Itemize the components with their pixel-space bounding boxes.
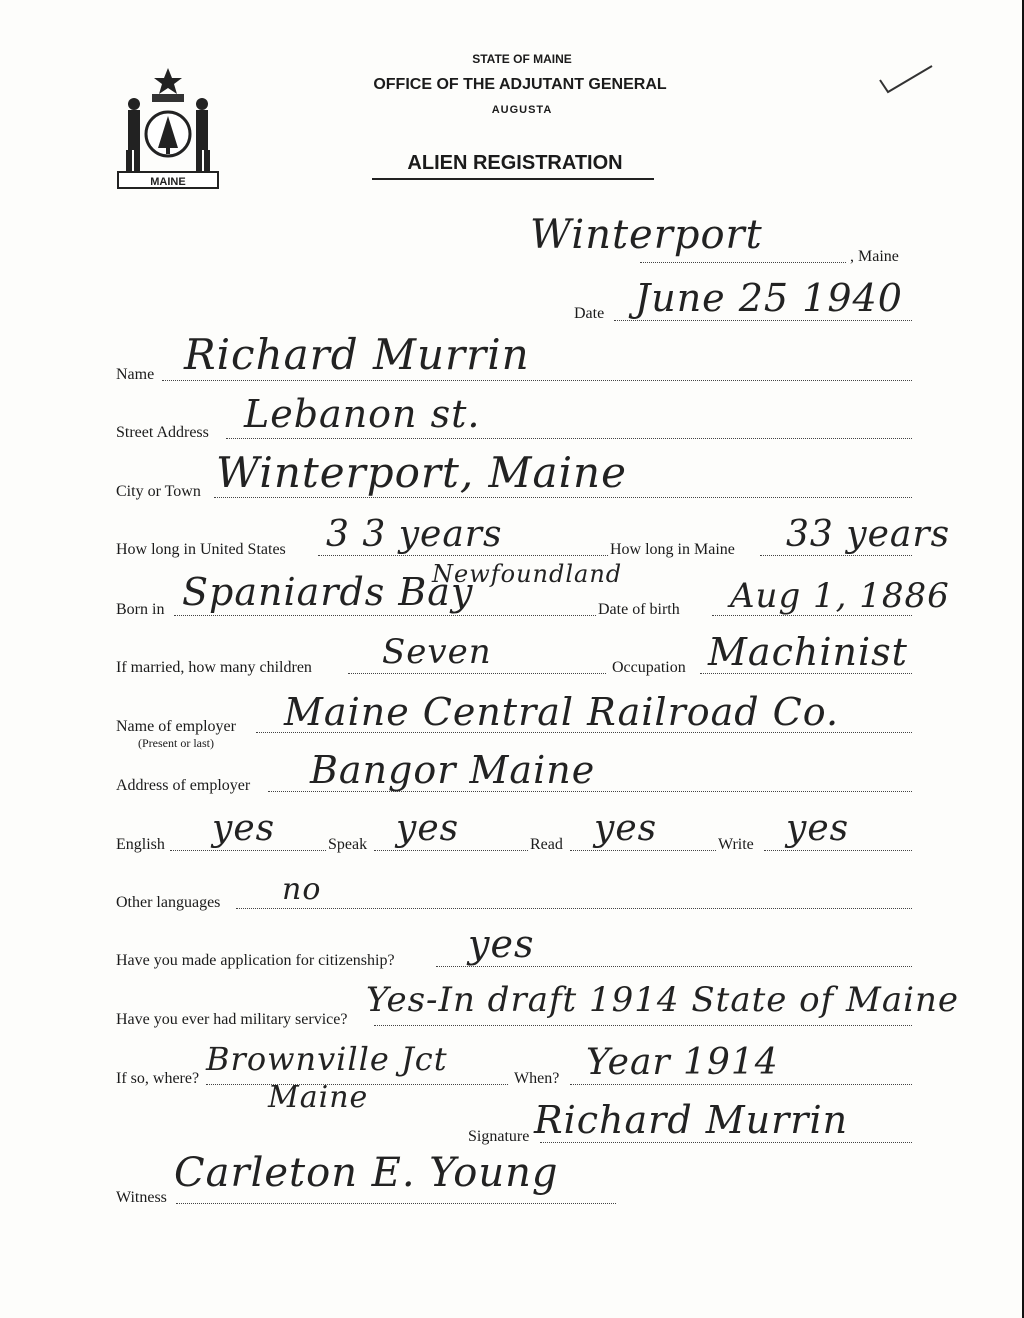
name-line xyxy=(162,380,912,381)
title-underline xyxy=(372,178,654,180)
military-value: Yes-In draft 1914 State of Maine xyxy=(366,980,960,1020)
name-value: Richard Murrin xyxy=(184,330,530,379)
signature-line xyxy=(540,1142,912,1143)
write-value: yes xyxy=(786,808,850,849)
place-suffix: , Maine xyxy=(850,248,899,265)
write-line xyxy=(764,850,912,851)
date-value: June 25 1940 xyxy=(635,276,903,320)
dob-value: Aug 1, 1886 xyxy=(730,576,950,616)
seal-text: MAINE xyxy=(150,176,186,188)
date-line xyxy=(614,320,912,321)
other-languages-value: no xyxy=(282,872,322,907)
employer-address-label: Address of employer xyxy=(116,777,251,794)
born-value: Spaniards Bay xyxy=(182,570,474,614)
check-mark-icon xyxy=(870,60,940,100)
children-line xyxy=(348,673,606,674)
signature-label: Signature xyxy=(468,1128,530,1145)
us-years-value: 3 3 years xyxy=(326,514,503,555)
street-line xyxy=(226,438,912,439)
citizenship-line xyxy=(436,966,912,967)
us-years-label: How long in United States xyxy=(116,541,286,558)
speak-value: yes xyxy=(396,808,460,849)
witness-line xyxy=(176,1203,616,1204)
employer-value: Maine Central Railroad Co. xyxy=(284,690,840,734)
employer-label: Name of employer xyxy=(116,718,236,735)
occupation-label: Occupation xyxy=(612,659,686,676)
office-heading: OFFICE OF THE ADJUTANT GENERAL xyxy=(373,76,667,93)
date-label: Date xyxy=(574,305,605,322)
city-value: Winterport, Maine xyxy=(216,448,627,497)
place-line xyxy=(640,262,846,263)
children-value: Seven xyxy=(382,632,492,672)
street-value: Lebanon st. xyxy=(244,392,481,436)
city-line xyxy=(214,497,912,498)
witness-value: Carleton E. Young xyxy=(174,1150,559,1196)
when-line xyxy=(570,1084,912,1085)
city-label: City or Town xyxy=(116,483,201,500)
citizenship-value: yes xyxy=(468,922,535,966)
other-languages-line xyxy=(236,908,912,909)
read-line xyxy=(570,850,716,851)
military-line xyxy=(374,1025,912,1026)
born-label: Born in xyxy=(116,601,165,618)
employer-address-value: Bangor Maine xyxy=(310,748,596,792)
maine-years-value: 33 years xyxy=(786,514,951,555)
read-value: yes xyxy=(594,808,658,849)
signature-value: Richard Murrin xyxy=(534,1098,849,1142)
read-label: Read xyxy=(530,836,563,853)
speak-line xyxy=(374,850,528,851)
occupation-value: Machinist xyxy=(708,630,908,674)
maine-state-seal-icon xyxy=(112,64,224,194)
military-label: Have you ever had military service? xyxy=(116,1011,348,1028)
born-line xyxy=(174,615,596,616)
name-label: Name xyxy=(116,366,155,383)
maine-years-label: How long in Maine xyxy=(610,541,735,558)
where-value-2: Maine xyxy=(268,1080,369,1115)
citizenship-label: Have you made application for citizenship? xyxy=(116,952,395,969)
born-value-2: Newfoundland xyxy=(432,560,623,588)
when-label: When? xyxy=(514,1070,560,1087)
place-value: Winterport xyxy=(530,212,763,258)
write-label: Write xyxy=(718,836,754,853)
where-value: Brownville Jct xyxy=(206,1040,448,1078)
english-label: English xyxy=(116,836,165,853)
speak-label: Speak xyxy=(328,836,368,853)
state-heading: STATE OF MAINE xyxy=(472,52,572,66)
us-years-line xyxy=(318,555,608,556)
where-label: If so, where? xyxy=(116,1070,200,1087)
page-title: ALIEN REGISTRATION xyxy=(407,152,623,174)
city-heading: AUGUSTA xyxy=(491,104,553,116)
employer-sublabel: (Present or last) xyxy=(138,736,214,750)
witness-label: Witness xyxy=(116,1189,167,1206)
maine-years-line xyxy=(760,555,912,556)
english-value: yes xyxy=(212,808,276,849)
street-label: Street Address xyxy=(116,424,209,441)
other-languages-label: Other languages xyxy=(116,894,221,911)
children-label: If married, how many children xyxy=(116,659,312,676)
when-value: Year 1914 xyxy=(586,1042,779,1083)
english-line xyxy=(170,850,326,851)
dob-label: Date of birth xyxy=(598,601,680,618)
